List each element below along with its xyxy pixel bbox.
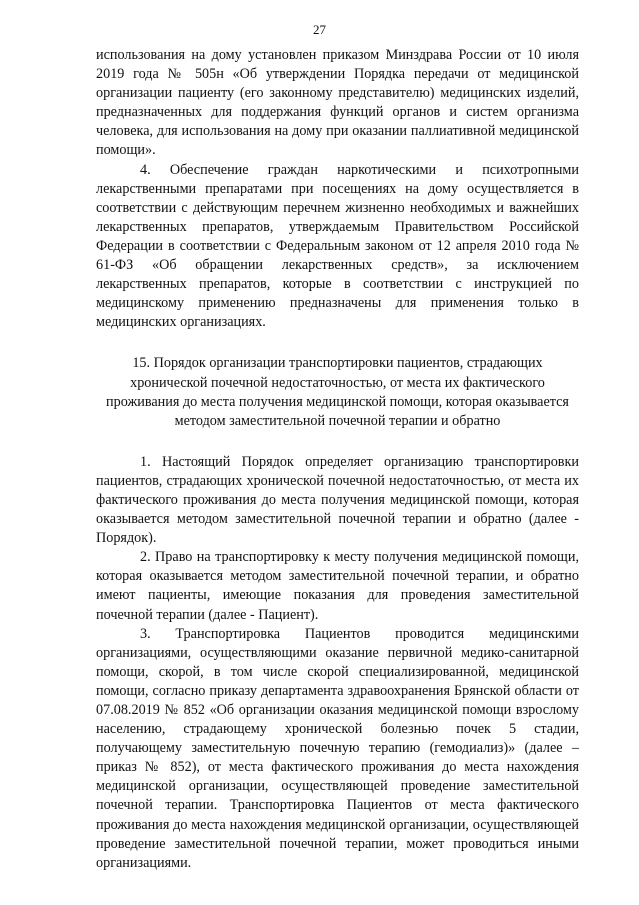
paragraph-item-2: 2. Право на транспортировку к месту получения медицинской помощи, которая оказывается методом заместительной почечной терапии, и обратно имеют пациенты, имеющие показания для проведения заместительной почечной терапии (далее - Пациент).: [96, 549, 579, 623]
page-number: 27: [313, 22, 326, 37]
paragraph-item-4: 4. Обеспечение граждан наркотическими и психотропными лекарственными препаратами при посещениях на дому осуществляется в соответствии с действующим перечнем жизненно необходимых и важнейших лекарственных препаратов, утверждаемым Правительством Российской Федерации в соответствии с Федеральным законом от 12 апреля 2010 года № 61-ФЗ «Об обращении лекарственных средств», за исключением лекарственных препаратов, которые в соответствии с инструкцией по медицинскому применению предназначены для применения только в медицинских организациях.: [96, 161, 579, 331]
paragraph-continuation: использования на дому установлен приказом Минздрава России от 10 июля 2019 года № 505н «Об утверждении Порядка передачи от медицинской организации пациенту (его законному представителю) медицинских изделий, предназначенных для поддержания функций органов и систем организма человека, для использования на дому при оказании паллиативной медицинской помощи».: [96, 47, 579, 159]
paragraph-item-1: 1. Настоящий Порядок определяет организацию транспортировки пациентов, страдающих хронической почечной недостаточностью, от места их фактического проживания до места получения медицинской помощи, которая оказывается методом заместительной почечной терапии и обратно (далее - Порядок).: [96, 453, 579, 547]
section-heading: 15. Порядок организации транспортировки пациентов, страдающих хронической почечной недостаточностью, от места их фактического проживания до места получения медицинской помощи, которая оказывается методом заместительной почечной терапии и обратно: [106, 355, 569, 429]
page-content: [96, 46, 579, 873]
paragraph-item-3: 3. Транспортировка Пациентов проводится медицинскими организациями, осуществляющими оказание первичной медико-санитарной помощи, скорой, в том числе скорой специализированной, медицинской помощи, согласно приказу департамента здравоохранения Брянской области от 07.08.2019 № 852 «Об организации оказания медицинской помощи взрослому населению, страдающему хронической болезнью почек 5 стадии, получающему заместительную почечную терапию (гемодиализ)» (далее – приказ № 852), от места фактического проживания до места нахождения медицинской организации, осуществляющей проведение заместительной почечной терапии. Транспортировка Пациентов от места фактического проживания до места нахождения медицинской организации, осуществляющей проведение заместительной почечной терапии, может проводиться иными организациями.: [96, 625, 579, 871]
